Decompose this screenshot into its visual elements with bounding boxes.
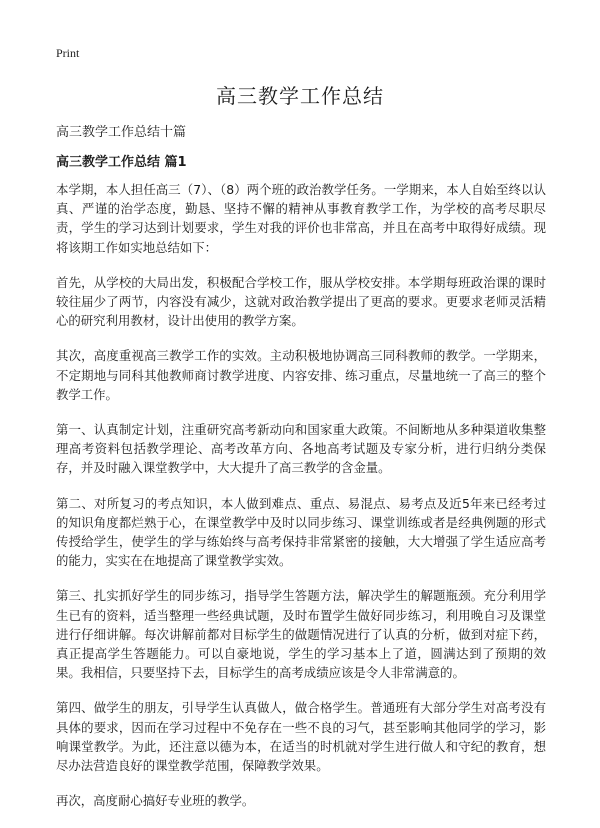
paragraph-2: 首先，从学校的大局出发，积极配合学校工作，服从学校安排。本学期每班政治课的课时较往届少了两节，内容没有减少，这就对政治教学提出了更高的要求。更要求老师灵活精心的研究利用教材，设计出使用的教学方案。 [56,274,546,329]
paragraph-5: 第二、对所复习的考点知识，本人做到难点、重点、易混点、易考点及近5年来已经考过的知识角度都烂熟于心，在课堂教学中及时以同步练习、课堂训练或者是经典例题的形式传授给学生，使学生的学与练始终与高考保持非常紧密的接触，大大增强了学生适应高考的能力，实实在在地提高了课堂教学实效。 [56,495,546,569]
paragraph-4: 第一、认真制定计划，注重研究高考新动向和国家重大政策。不间断地从多种渠道收集整理高考资料包括教学理论、高考改革方向、各地高考试题及专家分析，进行归纳分类保存，并及时融入课堂教学中，大大提升了高三教学的含金量。 [56,422,546,476]
paragraph-6: 第三、扎实抓好学生的同步练习，指导学生答题方法，解决学生的解题瓶颈。充分利用学生已有的资料，适当整理一些经典试题，及时布置学生做好同步练习，利用晚自习及课堂进行仔细讲解。每次讲解前都对目标学生的做题情况进行了认真的分析，做到对症下药，真正提高学生答题能力。可以自豪地说，学生的学习基本上了道，圆满达到了预期的效果。我相信，只要坚持下去，目标学生的高考成绩应该是令人非常满意的。 [56,588,546,681]
paragraph-1: 本学期，本人担任高三（7）、（8）两个班的政治教学任务。一学期来，本人自始至终以认真、严谨的治学态度，勤恳、坚持不懈的精神从事教育教学工作，为学校的高考尽职尽责，学生的学习达到计划要求，学生对我的评价也非常高，并且在高考中取得好成绩。现将该期工作如实地总结如下： [56,182,546,255]
page-title: 高三教学工作总结 [216,84,384,108]
print-link[interactable]: Print [56,46,80,60]
document-subtitle: 高三教学工作总结十篇 [56,125,187,140]
paragraph-8: 再次，高度耐心搞好专业班的教学。 [56,793,255,809]
paragraph-7: 第四、做学生的朋友，引导学生认真做人，做合格学生。普通班有大部分学生对高考没有具体的要求，因而在学习过程中不免存在一些不良的习气，甚至影响其他同学的学习，影响课堂教学。为此，还注意以德为本，在适当的时机就对学生进行做人和守纪的教育，想尽办法营造良好的课堂教学范围，保障教学效果。 [56,700,546,774]
paragraph-3: 其次，高度重视高三教学工作的实效。主动积极地协调高三同科教师的教学。一学期来，不定期地与同科其他教师商讨教学进度、内容安排、练习重点，尽量地统一了高三的整个教学工作。 [56,348,546,402]
section-heading: 高三教学工作总结 篇1 [56,155,187,170]
article-body [56,180,546,826]
